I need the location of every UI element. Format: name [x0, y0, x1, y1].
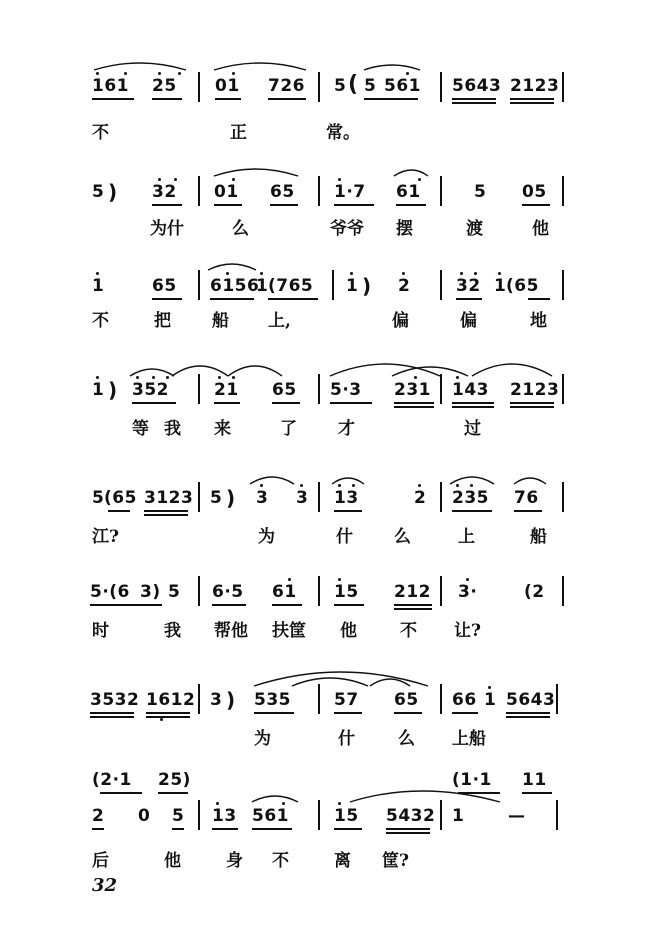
note-group: 2: [414, 488, 427, 508]
note-group: 1: [494, 276, 507, 296]
underline: [334, 204, 374, 206]
note-group: 3·: [458, 582, 478, 602]
underline: [456, 298, 482, 300]
note-group: ): [108, 180, 118, 204]
note-group: 2123: [510, 76, 560, 96]
note-group: 561: [384, 76, 421, 96]
lyric-syllable: 上船: [452, 729, 486, 749]
octave-dot: [402, 272, 405, 275]
bar-line: [440, 576, 442, 606]
note-group: 5: [168, 582, 181, 602]
lyric-syllable: 偏: [392, 311, 409, 331]
note-group: 1: [346, 276, 359, 296]
note-group: ): [226, 688, 236, 712]
bar-line: [440, 684, 442, 714]
slur: [332, 478, 364, 484]
lyric-syllable: 上: [458, 527, 475, 547]
octave-dot: [350, 272, 353, 275]
lyric-syllable: 等: [132, 419, 149, 439]
underline: [394, 712, 422, 714]
octave-dot: [166, 376, 169, 379]
slur: [228, 366, 282, 376]
note-group: (65: [506, 276, 539, 296]
slur: [514, 478, 546, 484]
bar-line: [562, 270, 564, 300]
lyric-syllable: 了: [280, 419, 297, 439]
lyric-syllable: 身: [226, 851, 243, 871]
lyric-syllable: 什: [338, 729, 355, 749]
underline: [386, 828, 430, 830]
bar-line: [440, 270, 442, 300]
octave-dot: [96, 376, 99, 379]
lyric-syllable: 他: [532, 219, 549, 239]
bar-line: [440, 374, 442, 404]
note-group: 5643: [452, 76, 502, 96]
underline: [152, 98, 182, 100]
note-group: (1·1: [452, 770, 492, 790]
octave-dot: [338, 802, 341, 805]
slur: [94, 63, 186, 70]
underline: [386, 832, 430, 834]
note-group: 535: [254, 690, 291, 710]
octave-dot: [260, 272, 263, 275]
octave-dot: [338, 484, 341, 487]
bar-line: [440, 800, 442, 830]
bar-line: [318, 72, 320, 102]
lyric-syllable: 么: [398, 729, 415, 749]
note-group: 05: [522, 182, 547, 202]
lyric-syllable: 渡: [466, 219, 483, 239]
bar-line: [562, 176, 564, 206]
underline: [132, 402, 176, 404]
note-group: 66: [452, 690, 477, 710]
note-group: 3): [140, 582, 161, 602]
octave-dot: [470, 484, 473, 487]
lyric-syllable: 么: [394, 527, 411, 547]
lyric-line-7: [0, 724, 654, 748]
bar-line: [318, 800, 320, 830]
underline: [334, 712, 362, 714]
octave-dot: [466, 578, 469, 581]
lyric-line-8: [0, 846, 654, 870]
note-group: (2·1: [92, 770, 132, 790]
slur: [330, 364, 440, 376]
lyric-syllable: 把: [154, 311, 171, 331]
note-group: 32: [456, 276, 481, 296]
underline: [254, 712, 294, 714]
octave-dot: [124, 72, 127, 75]
octave-dot: [152, 376, 155, 379]
underline: [172, 828, 184, 830]
underline: [144, 514, 188, 516]
lyric-syllable: 摆: [396, 219, 413, 239]
note-group: (2: [524, 582, 545, 602]
bar-line: [440, 176, 442, 206]
lyric-syllable: 爷爷: [330, 219, 364, 239]
bar-line: [440, 72, 442, 102]
note-group: 76: [514, 488, 539, 508]
note-group: 3: [256, 488, 269, 508]
note-group: 5: [364, 76, 377, 96]
lyric-syllable: 船: [212, 311, 229, 331]
octave-dot: [260, 484, 263, 487]
note-group: 65: [270, 182, 295, 202]
note-group: 235: [452, 488, 489, 508]
underline: [510, 102, 554, 104]
note-group: (65: [104, 488, 137, 508]
octave-dot: [460, 272, 463, 275]
octave-dot: [488, 686, 491, 689]
bar-line: [318, 374, 320, 404]
octave-dot: [218, 376, 221, 379]
note-group: 6156: [210, 276, 260, 296]
lyric-syllable: 不: [272, 851, 289, 871]
underline: [394, 402, 434, 404]
underline: [268, 98, 306, 100]
bar-line: [198, 72, 200, 102]
underline: [210, 298, 254, 300]
note-group: 1: [484, 690, 497, 710]
underline: [334, 510, 362, 512]
lyric-syllable: 他: [340, 621, 357, 641]
slur: [292, 678, 368, 686]
lyric-syllable: 偏: [460, 311, 477, 331]
underline: [100, 792, 142, 794]
lyric-syllable: 他: [164, 851, 181, 871]
underline: [394, 608, 432, 610]
note-group: 1: [256, 276, 269, 296]
note-group: 3: [296, 488, 309, 508]
underline: [510, 402, 554, 404]
octave-dot: [456, 484, 459, 487]
lyric-syllable: 才: [338, 419, 355, 439]
octave-dot: [414, 376, 417, 379]
note-group: 161: [92, 76, 129, 96]
lyric-syllable: 么: [232, 219, 249, 239]
octave-dot: [282, 802, 285, 805]
octave-dot: [474, 272, 477, 275]
underline: [270, 204, 298, 206]
bar-line: [318, 576, 320, 606]
lyric-syllable: 不: [92, 311, 109, 331]
bar-line: [198, 800, 200, 830]
underline: [364, 98, 418, 100]
underline: [158, 792, 188, 794]
lyric-syllable: 后: [92, 851, 109, 871]
underline: [452, 510, 492, 512]
underline: [330, 402, 372, 404]
octave-dot: [232, 72, 235, 75]
page-number: 32: [92, 875, 118, 896]
underline: [152, 298, 182, 300]
lyric-syllable: 正: [230, 123, 247, 143]
lyric-syllable: 上,: [268, 311, 291, 331]
note-group: 01: [214, 182, 239, 202]
note-group: 32: [152, 182, 177, 202]
slur: [208, 264, 256, 270]
underline: [92, 828, 104, 830]
bar-line: [562, 576, 564, 606]
lyric-syllable: 让?: [454, 621, 481, 641]
lyric-syllable: 我: [164, 419, 181, 439]
note-group: 11: [522, 770, 547, 790]
underline: [510, 98, 554, 100]
slur: [364, 65, 420, 70]
note-group: 3: [210, 690, 223, 710]
bar-line: [198, 576, 200, 606]
lyric-syllable: 为什: [150, 219, 184, 239]
note-group: 13: [212, 806, 237, 826]
underline: [458, 792, 500, 794]
underline: [212, 828, 238, 830]
note-group: ): [362, 274, 372, 298]
underline: [212, 604, 246, 606]
bar-line: [198, 482, 200, 512]
note-group: 57: [334, 690, 359, 710]
octave-dot: [158, 72, 161, 75]
underline: [394, 604, 432, 606]
octave-dot: [178, 72, 181, 75]
note-group: 6·5: [212, 582, 244, 602]
lyric-syllable: 时: [92, 621, 109, 641]
octave-dot: [418, 178, 421, 181]
note-group: 1: [92, 276, 105, 296]
note-group: 65: [152, 276, 177, 296]
bar-line: [198, 684, 200, 714]
lyric-syllable: 不: [92, 123, 109, 143]
note-group: 5: [92, 488, 105, 508]
lyric-syllable: 我: [164, 621, 181, 641]
note-group: 21: [214, 380, 239, 400]
bar-line: [198, 270, 200, 300]
slur: [130, 369, 174, 376]
note-group: 5·(6: [90, 582, 130, 602]
lyric-line-5: [0, 522, 654, 546]
underline: [452, 98, 496, 100]
underline: [394, 406, 434, 408]
octave-dot: [406, 72, 409, 75]
underline: [452, 406, 494, 408]
note-group: 1612: [146, 690, 196, 710]
underline: [90, 716, 134, 718]
note-group: 5: [210, 488, 223, 508]
underline: [215, 98, 241, 100]
lyric-syllable: 扶筐: [272, 621, 306, 641]
bar-line: [562, 374, 564, 404]
slur: [254, 672, 428, 686]
note-group: ): [108, 378, 118, 402]
octave-dot: [216, 802, 219, 805]
lyric-line-2: [0, 214, 654, 238]
octave-dot: [136, 376, 139, 379]
lyric-syllable: 地: [530, 311, 547, 331]
slur: [394, 170, 428, 176]
note-group: 726: [268, 76, 305, 96]
note-group: 2123: [510, 380, 560, 400]
note-group: 61: [396, 182, 421, 202]
octave-dot: [498, 272, 501, 275]
bar-line: [198, 176, 200, 206]
underline: [506, 716, 550, 718]
octave-dot: [300, 484, 303, 487]
octave-dot: [338, 578, 341, 581]
slur: [172, 366, 228, 376]
octave-dot: [96, 72, 99, 75]
slur: [370, 679, 410, 686]
note-group: 561: [252, 806, 289, 826]
bar-line: [556, 800, 558, 830]
note-group: 15: [334, 806, 359, 826]
underline: [214, 402, 240, 404]
note-group: 25): [158, 770, 191, 790]
note-group: 5·3: [330, 380, 362, 400]
note-group: 65: [272, 380, 297, 400]
underline: [506, 712, 550, 714]
underline: [214, 204, 242, 206]
bar-line: [318, 176, 320, 206]
note-group: 13: [334, 488, 359, 508]
octave-dot: [352, 484, 355, 487]
note-group: 1: [92, 380, 105, 400]
bar-line: [562, 482, 564, 512]
lyric-syllable: 筐?: [382, 851, 409, 871]
bar-line: [440, 482, 442, 512]
underline: [334, 828, 362, 830]
underline: [272, 604, 302, 606]
lyric-syllable: 不: [400, 621, 417, 641]
slur: [214, 169, 298, 176]
underline: [90, 712, 134, 714]
bar-line: [198, 374, 200, 404]
note-group: 5: [474, 182, 487, 202]
note-group: 5: [172, 806, 185, 826]
note-group: ): [226, 486, 236, 510]
slur: [450, 477, 494, 484]
note-group: —: [508, 806, 526, 826]
octave-dot: [158, 178, 161, 181]
bar-line: [332, 270, 334, 300]
slur: [214, 63, 306, 70]
underline: [334, 604, 364, 606]
underline: [452, 402, 494, 404]
octave-dot: [96, 272, 99, 275]
octave-dot: [338, 178, 341, 181]
lyric-syllable: 船: [530, 527, 547, 547]
lyric-syllable: 江?: [92, 527, 119, 547]
note-group: 1·7: [334, 182, 366, 202]
underline: [152, 204, 182, 206]
octave-dot: [174, 178, 177, 181]
underline: [92, 98, 134, 100]
note-group: 1: [452, 806, 465, 826]
note-group: 15: [334, 582, 359, 602]
note-group: (765: [268, 276, 314, 296]
underline: [146, 712, 190, 714]
note-group: 3532: [90, 690, 140, 710]
note-group: 5643: [506, 690, 556, 710]
lyric-line-3: [0, 306, 654, 330]
lyric-line-1: [0, 118, 654, 142]
note-group: 5: [334, 76, 347, 96]
note-group: 61: [272, 582, 297, 602]
lyric-syllable: 为: [254, 729, 271, 749]
bar-line: [556, 684, 558, 714]
octave-dot: [226, 272, 229, 275]
lyric-line-6: [0, 616, 654, 640]
underline: [514, 510, 542, 512]
underline: [396, 204, 426, 206]
note-group: 5432: [386, 806, 436, 826]
note-group: 231: [394, 380, 431, 400]
note-group: 01: [215, 76, 240, 96]
bar-line: [562, 72, 564, 102]
lyric-syllable: 常。: [326, 123, 360, 143]
note-group: 352: [132, 380, 169, 400]
underline: [108, 510, 130, 512]
bar-line: [318, 684, 320, 714]
note-group: 5: [92, 182, 105, 202]
note-group: 143: [452, 380, 489, 400]
octave-dot: [232, 178, 235, 181]
note-group: 212: [394, 582, 431, 602]
lyric-syllable: 帮他: [214, 621, 248, 641]
lyric-line-4: [0, 414, 654, 438]
underline: [452, 712, 478, 714]
octave-dot: [456, 376, 459, 379]
bar-line: [318, 482, 320, 512]
lyric-syllable: 为: [258, 527, 275, 547]
note-group: 25: [152, 76, 177, 96]
lyric-syllable: 过: [464, 419, 481, 439]
underline: [510, 406, 554, 408]
note-group: (: [348, 72, 359, 97]
octave-dot: [418, 484, 421, 487]
slur: [472, 364, 552, 376]
underline: [268, 298, 318, 300]
octave-dot: [160, 718, 163, 721]
note-group: 2: [398, 276, 411, 296]
lyric-syllable: 离: [334, 851, 351, 871]
underline: [452, 102, 496, 104]
slur: [392, 367, 468, 376]
underline: [90, 604, 162, 606]
note-group: 65: [394, 690, 419, 710]
underline: [252, 828, 292, 830]
note-group: 2: [92, 806, 105, 826]
note-group: 3123: [144, 488, 194, 508]
underline: [522, 792, 552, 794]
underline: [522, 204, 550, 206]
underline: [528, 298, 550, 300]
lyric-syllable: 来: [214, 419, 231, 439]
slur: [250, 477, 294, 484]
note-group: 0: [138, 806, 151, 826]
octave-dot: [288, 578, 291, 581]
lyric-syllable: 什: [336, 527, 353, 547]
underline: [272, 402, 300, 404]
underline: [146, 716, 190, 718]
octave-dot: [232, 376, 235, 379]
underline: [144, 510, 188, 512]
